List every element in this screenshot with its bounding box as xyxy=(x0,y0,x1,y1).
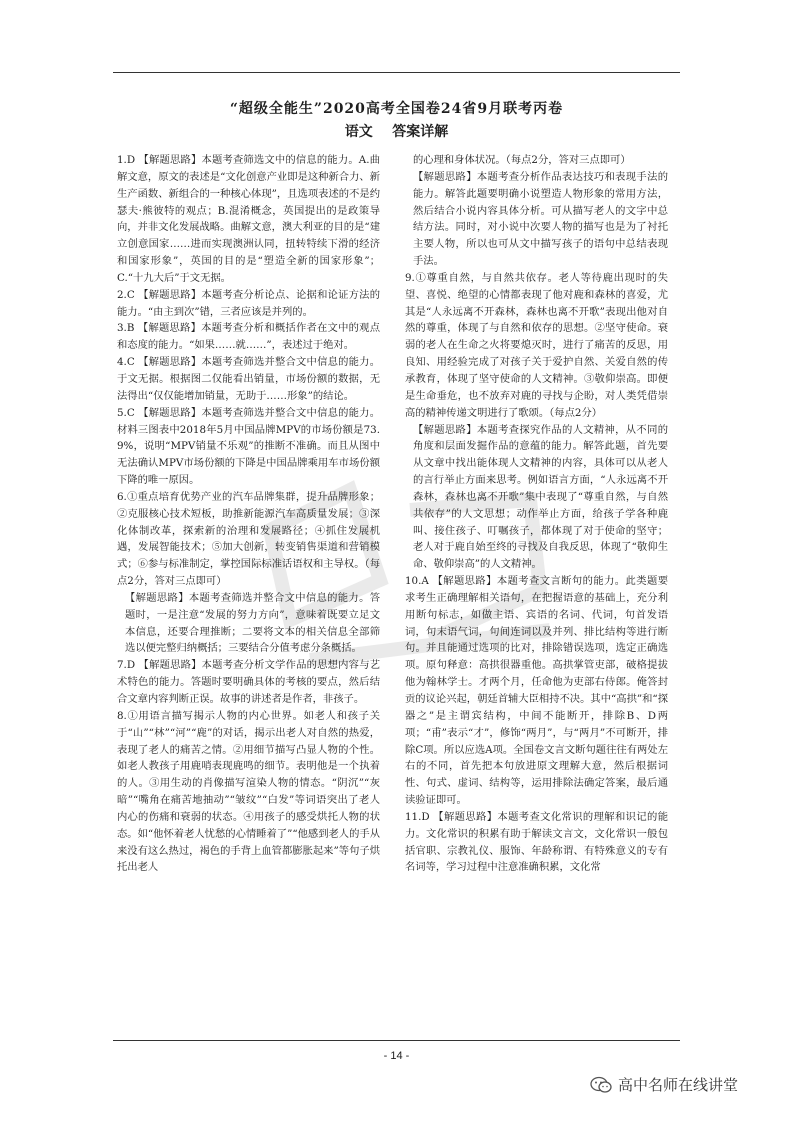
bottom-rule xyxy=(113,1040,680,1041)
answer-item: 8.①用语言描写揭示人物的内心世界。如老人和孩子关于“山”“林”“河”“鹿”的对话，揭示出老人对自然的热爱，表现了老人的痛苦之情。②用细节描写凸显人物的个性。如老人教孩子用鹿哨表现鹿鸣的细节。表明他是一个执着的人。③用生动的肖像描写渲染人物的情态。“阴沉”“灰暗”“嘴角在痛苦地抽动”“皱纹”“白发”等词语突出了老人内心的伤痛和衰弱的状态。④用孩子的感受烘托人物的状态。如“他怀着老人忧愁的心情睡着了”“他感到老人的手从来没有这么热过，褐色的手背上血管都膨胀起来”等句子烘托出老人 xyxy=(117,709,380,874)
answer-item: 7.D 【解题思路】本题考查分析文学作品的思想内容与艺术特色的能力。答题时要明确具体的考核的要点，然后结合文章内容判断正误。故事的讲述者是作者，非孩子。 xyxy=(117,659,380,705)
answer-item: 11.D 【解题思路】本题考查文化常识的理解和识记的能力。文化常识的积累有助于解读文言文，文化常识一般包括官职、宗教礼仪、服饰、年龄称谓、有特殊意义的专有名词等，学习过程中注意准确积累，文化常 xyxy=(405,810,668,874)
top-rule xyxy=(113,72,680,73)
answer-item: 9.①尊重自然，与自然共依存。老人等待鹿出现时的失望、喜悦、绝望的心情都表现了他对鹿和森林的喜爱，尤其是“人永远离不开森林，森林也离不开歌”表现出他对自然的尊重，体现了与自然和依存的思想。②坚守使命。衰弱的老人在生命之火将要熄灭时，进行了痛苦的反思，用良知、用经验完成了对孩子关于爱护自然、关爱自然的传承教育，体现了坚守使命的人文精神。③敬仰崇高。即便是生命垂危，也不放弃对鹿的寻找与企盼，对人类凭借崇高的精神传递文明进行了歌颂。（每点2分） xyxy=(405,271,668,419)
explanation-paragraph: 【解题思路】本题考查探究作品的人文精神，从不同的角度和层面发掘作品的意蕴的能力。解答此题，首先要从文章中找出能体现人文精神的内容，具体可以从老人的言行举止方面来思考。例如语言方面，“人永远离不开森林，森林也离不开歌”集中表现了“尊重自然，与自然共依存”的人文思想；动作举止方面，给孩子学各种鹿叫、接住孩子、叮嘱孩子，都体现了对于使命的坚守；老人对于鹿自始至终的寻找及自我反思，体现了“敬仰生命、敬仰崇高”的人文精神。 xyxy=(413,423,668,571)
explanation-paragraph: 【解题思路】本题考查筛选并整合文中信息的能力。答题时，一是注意“发展的努力方向”，意味着既要立足文本信息，还要合理推断；二要将文本的相关信息全部筛选以便完整归纳概括；三要结合分值考虑分条概括。 xyxy=(125,591,380,655)
answer-item: 4.C 【解题思路】本题考查筛选并整合文中信息的能力。于文无据。根据图二仅能看出销量，市场份额的数据，无法得出“仅仅能增加销量，无助于……形象”的结论。 xyxy=(117,356,380,402)
page-number: - 14 - xyxy=(383,1050,410,1062)
wechat-watermark xyxy=(590,1074,738,1095)
answer-item: 3.B 【解题思路】本题考查分析和概括作者在文中的观点和态度的能力。“如果……就……”，表述过于绝对。 xyxy=(117,322,380,352)
page-subtitle: 语文 答案详解 xyxy=(344,124,449,140)
page-title: “超级全能生”2020高考全国卷24省9月联考丙卷 xyxy=(229,101,564,117)
answer-item: 6.①重点培育优势产业的汽车品牌集群，提升品牌形象；②克服核心技术短板，助推新能源汽车高质量发展；③深化体制改革，探索新的治理和发展路径；④抓住发展机遇，发展智能技术；⑤加大创新，转变销售渠道和营销模式；⑥参与标准制定，掌控国际标准话语权和主导权。（每点2分，答对三点即可） xyxy=(117,490,380,588)
answer-item: 2.C 【解题思路】本题考查分析论点、论据和论证方法的能力。“由主到次”错，三者应该是并列的。 xyxy=(117,288,380,318)
explanation-paragraph: 的心理和身体状况。（每点2分，答对三点即可） xyxy=(413,154,631,166)
left-column xyxy=(117,152,380,876)
right-column xyxy=(405,152,668,876)
explanation-paragraph: 【解题思路】本题考查分析作品表达技巧和表现手法的能力。解答此题要明确小说塑造人物形象的常用方法，然后结合小说内容具体分析。可从描写老人的文字中总结方法。同时，对小说中次要人物的描写也是为了衬托主要人物，所以也可从文中描写孩子的语句中总结表现手法。 xyxy=(413,170,668,268)
wechat-icon xyxy=(590,1076,612,1094)
answer-item: 1.D 【解题思路】本题考查筛选文中的信息的能力。A.曲解文意，原文的表述是“文化创意产业即是这种新合力、新生产函数、新组合的一种核心体现”，且选项表述的不是约瑟夫·熊彼特的观点；B.混淆概念，英国提出的是政策导向，并非文化发展战略。曲解文意，澳大利亚的目的是“建立创意国家……进而实现澳洲认同，扭转特续下滑的经济和国家形象”，英国的目的是“塑造全新的国家形象”；C.“十九大后”于文无据。 xyxy=(117,154,380,284)
watermark-text: 高中名师在线讲堂 xyxy=(618,1076,739,1094)
answer-item: 10.A 【解题思路】本题考查文言断句的能力。此类题要求考生正确理解相关语句，在把握语意的基础上，充分利用断句标志，如做主语、宾语的名词、代词，句首发语词，句末语气词，句间连词以及并列、排比结构等进行断句。并且能通过选项的比对，排除错误选项，选定正确选项。原句释意：高拱很器重他。高拱掌管吏部，破格提拔他为翰林学士。才两个月，任命他为吏部右侍郎。俺答封贡的议论兴起，朝廷首辅大臣相持不决。其中“高拱”和“探器之”是主谓宾结构，中间不能断开，排除B、D两项；“甫”表示“才”，修饰“两月”，与“两月”不可断开，排除C项。所以应选A项。全国卷文言文断句题往往有两处左右的不同，首先把本句放进原文理解大意，然后根据词性、句式、虚词、结构等，运用排除法确定答案，最后通读验证即可。 xyxy=(405,575,668,807)
answer-item: 5.C 【解题思路】本题考查筛选并整合文中信息的能力。材料三图表中2018年5月中国品牌MPV的市场份额是73.9%，说明“MPV销量不乐观”的推断不准确。而且从图中无法确认MPV市场份额的下降是中国品牌乘用车市场份额下降的唯一原因。 xyxy=(117,406,380,487)
